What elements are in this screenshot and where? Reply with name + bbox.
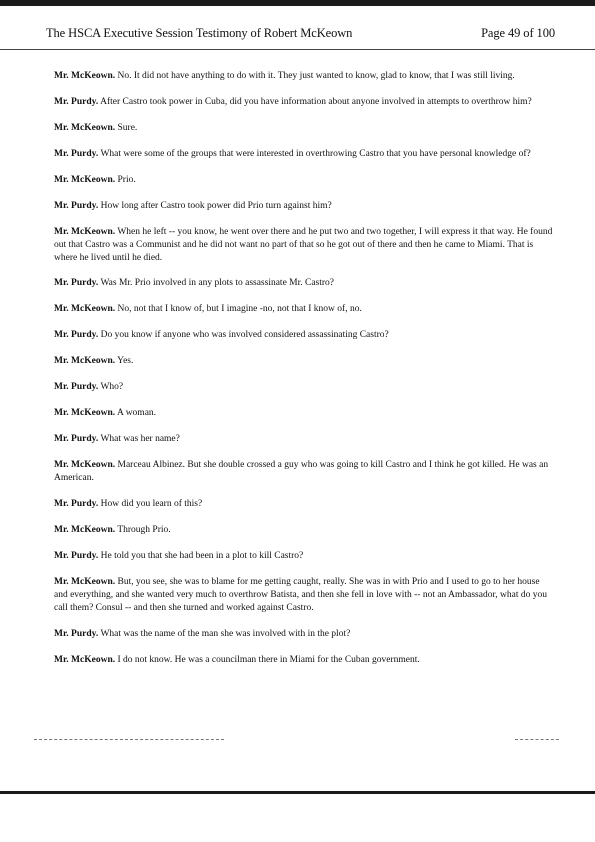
transcript-paragraph [54,381,554,394]
testimony-text: A woman. [116,408,157,419]
transcript-paragraph [54,355,554,368]
transcript-paragraph [54,148,554,161]
testimony-text: What was the name of the man she was involved with in the plot? [100,628,351,639]
document-title: The HSCA Executive Session Testimony of Robert McKeown [46,26,353,40]
speaker-name: Mr. Purdy. [54,330,99,341]
speaker-name: Mr. McKeown. [54,71,116,81]
transcript-paragraph [54,407,554,420]
testimony-text: No, not that I know of, but I imagine -no, not that I know of, no. [117,304,362,315]
speaker-name: Mr. McKeown. [54,304,116,315]
transcript-paragraph [54,628,554,641]
page-number: Page 49 of 100 [481,26,555,40]
testimony-text: What was her name? [100,434,180,445]
testimony-text: I do not know. He was a councilman there in Miami for the Cuban government. [117,654,420,665]
speaker-name: Mr. Purdy. [54,551,99,562]
speaker-name: Mr. Purdy. [54,148,99,159]
transcript-paragraph [54,524,554,537]
transcript-paragraph [54,576,554,614]
testimony-text: He told you that she had been in a plot to kill Castro? [100,551,304,562]
speaker-name: Mr. Purdy. [54,628,99,639]
speaker-name: Mr. Purdy. [54,434,99,445]
scan-artifact-left [34,739,224,740]
transcript-paragraph [54,174,554,187]
speaker-name: Mr. McKeown. [54,356,116,367]
testimony-text: No. It did not have anything to do with it. They just wanted to know, glad to know, that I was still living. [117,71,515,81]
speaker-name: Mr. McKeown. [54,525,116,536]
testimony-text: How did you learn of this? [100,499,203,510]
transcript-paragraph [54,277,554,290]
top-border-rule [0,0,595,6]
speaker-name: Mr. McKeown. [54,460,116,471]
transcript-paragraph [54,654,554,667]
testimony-text: Do you know if anyone who was involved considered assassinating Castro? [100,330,389,341]
transcript-paragraph [54,96,554,109]
bottom-border-rule [0,791,595,794]
transcript-body [54,70,554,680]
testimony-text: But, you see, she was to blame for me getting caught, really. She was in with Prio and I used to go to her house and everything, and she wanted very much to overthrow Batista, and then she fell in love with -- not an Ambassador, what do you call them? Consul -- and then she turned and worked against Castro. [54,577,547,613]
transcript-paragraph [54,303,554,316]
speaker-name: Mr. McKeown. [54,122,116,133]
testimony-text: What were some of the groups that were interested in overthrowing Castro that you have personal knowledge of? [100,148,531,159]
testimony-text: Marceau Albinez. But she double crossed a guy who was going to kill Castro and I think he got killed. He was an American. [54,460,549,484]
testimony-text: Was Mr. Prio involved in any plots to assassinate Mr. Castro? [100,278,335,289]
testimony-text: Sure. [117,122,138,133]
speaker-name: Mr. Purdy. [54,499,99,510]
speaker-name: Mr. Purdy. [54,278,99,289]
testimony-text: When he left -- you know, he went over there and he put two and two together, I will express it that way. He found out that Castro was a Communist and he did not want no part of that so he got out of there and then he came to Miami. That is where he lived until he died. [54,226,553,263]
speaker-name: Mr. McKeown. [54,577,116,588]
speaker-name: Mr. Purdy. [54,382,99,393]
speaker-name: Mr. McKeown. [54,654,116,665]
page-header [46,26,555,41]
header-rule [0,49,595,50]
transcript-paragraph [54,226,554,264]
transcript-paragraph [54,200,554,213]
transcript-paragraph [54,433,554,446]
speaker-name: Mr. McKeown. [54,226,116,237]
testimony-text: After Castro took power in Cuba, did you have information about anyone involved in attempts to overthrow him? [100,96,532,107]
transcript-paragraph [54,70,554,83]
testimony-text: How long after Castro took power did Prio turn against him? [100,200,332,211]
testimony-text: Yes. [117,356,134,367]
speaker-name: Mr. Purdy. [54,200,99,211]
testimony-text: Prio. [117,174,136,185]
speaker-name: Mr. Purdy. [54,96,99,107]
speaker-name: Mr. McKeown. [54,174,116,185]
transcript-paragraph [54,329,554,342]
scan-artifact-right [515,739,559,740]
testimony-text: Through Prio. [117,525,171,536]
transcript-paragraph [54,550,554,563]
transcript-paragraph [54,498,554,511]
transcript-paragraph [54,459,554,485]
transcript-paragraph [54,122,554,135]
testimony-text: Who? [100,382,124,393]
speaker-name: Mr. McKeown. [54,408,116,419]
